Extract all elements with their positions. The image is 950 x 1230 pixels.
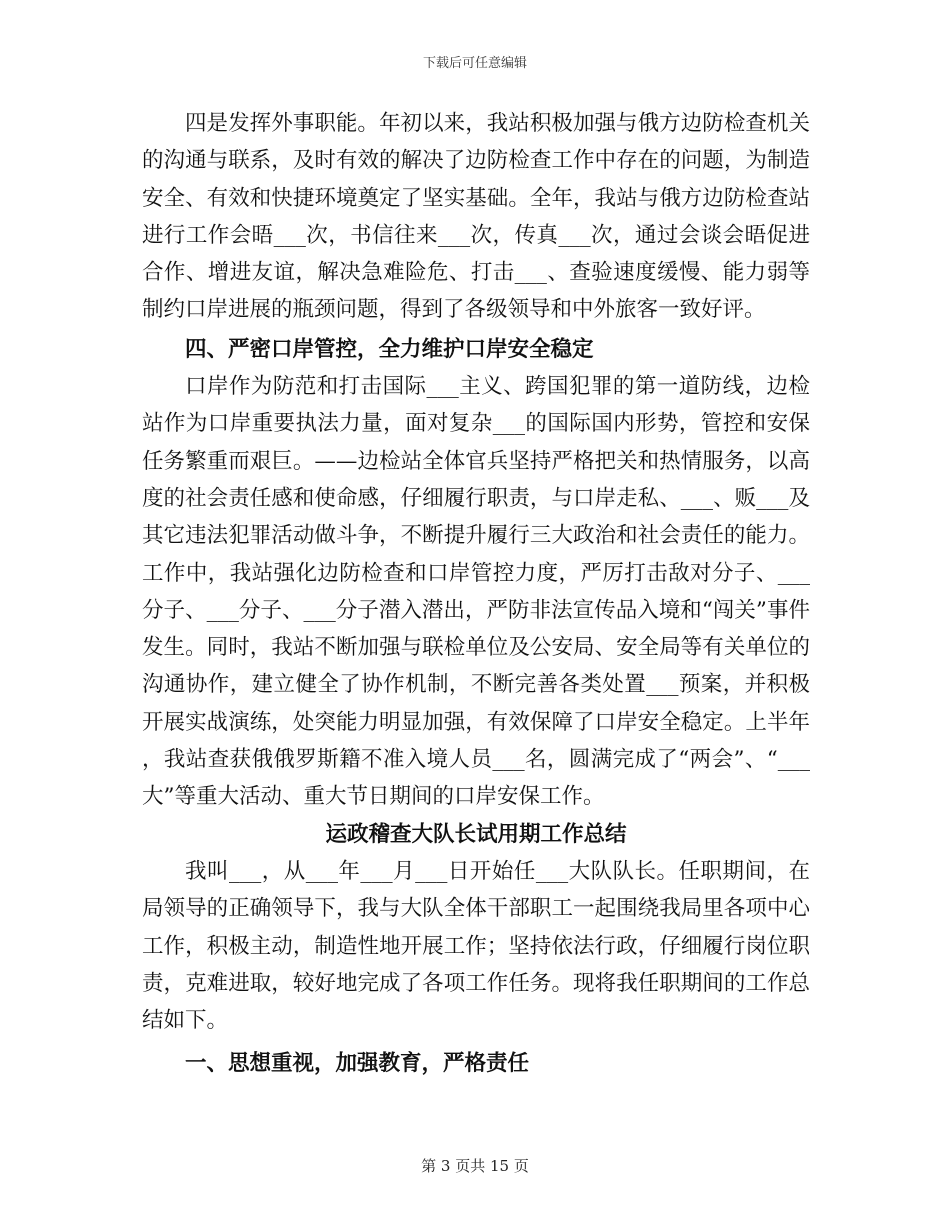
paragraph-port-control: 口岸作为防范和打击国际___主义、跨国犯罪的第一道防线，边检站作为口岸重要执法力量，面对复杂___的国际国内形势，管控和安保任务繁重而艰巨。——边检站全体官兵坚持严格把关和热情服务，以高度的社会责任感和使命感，仔细履行职责，与口岸走私、___、贩___及其它违法犯罪活动做斗争，不断提升履行三大政治和社会责任的能力。工作中，我站强化边防检查和口岸管控力度，严厉打击敌对分子、___分子、___分子、___分子潜入潜出，严防非法宣传品入境和“闯关”事件发生。同时，我站不断加强与联检单位及公安局、安全局等有关单位的沟通协作，建立健全了协作机制，不断完善各类处置___预案，并积极开展实战演练，处突能力明显加强，有效保障了口岸安全稳定。上半年，我站查获俄俄罗斯籍不准入境人员___名，圆满完成了“两会”、“___大”等重大活动、重大节日期间的口岸安保工作。 xyxy=(142,374,810,810)
paragraph-foreign-affairs: 四是发挥外事职能。年初以来，我站积极加强与俄方边防检查机关的沟通与联系，及时有效的解决了边防检查工作中存在的问题，为制造安全、有效和快捷环境奠定了坚实基础。全年，我站与俄方边防检查站进行工作会晤___次，书信往来___次，传真___次，通过会谈会晤促进合作、增进友谊，解决急难险危、打击___、查验速度缓慢、能力弱等制约口岸进展的瓶颈问题，得到了各级领导和中外旅客一致好评。 xyxy=(142,111,810,323)
paragraph-introduction: 我叫___，从___年___月___日开始任___大队队长。任职期间，在局领导的正确领导下，我与大队全体干部职工一起围绕我局里各项中心工作，积极主动，制造性地开展工作；坚持依法行政，仔细履行岗位职责，克难进取，较好地完成了各项工作任务。现将我任职期间的工作总结如下。 xyxy=(142,858,810,1034)
page-header: 下载后可任意编辑 xyxy=(422,56,527,71)
document-body xyxy=(142,105,810,1083)
section-heading-ideology: 一、思想重视，加强教育，严格责任 xyxy=(185,1051,530,1077)
document-title: 运政稽查大队长试用期工作总结 xyxy=(325,821,627,847)
section-heading-port-control: 四、严密口岸管控，全力维护口岸安全稳定 xyxy=(185,336,594,362)
page-footer: 第 3 页共 15 页 xyxy=(421,1157,529,1175)
